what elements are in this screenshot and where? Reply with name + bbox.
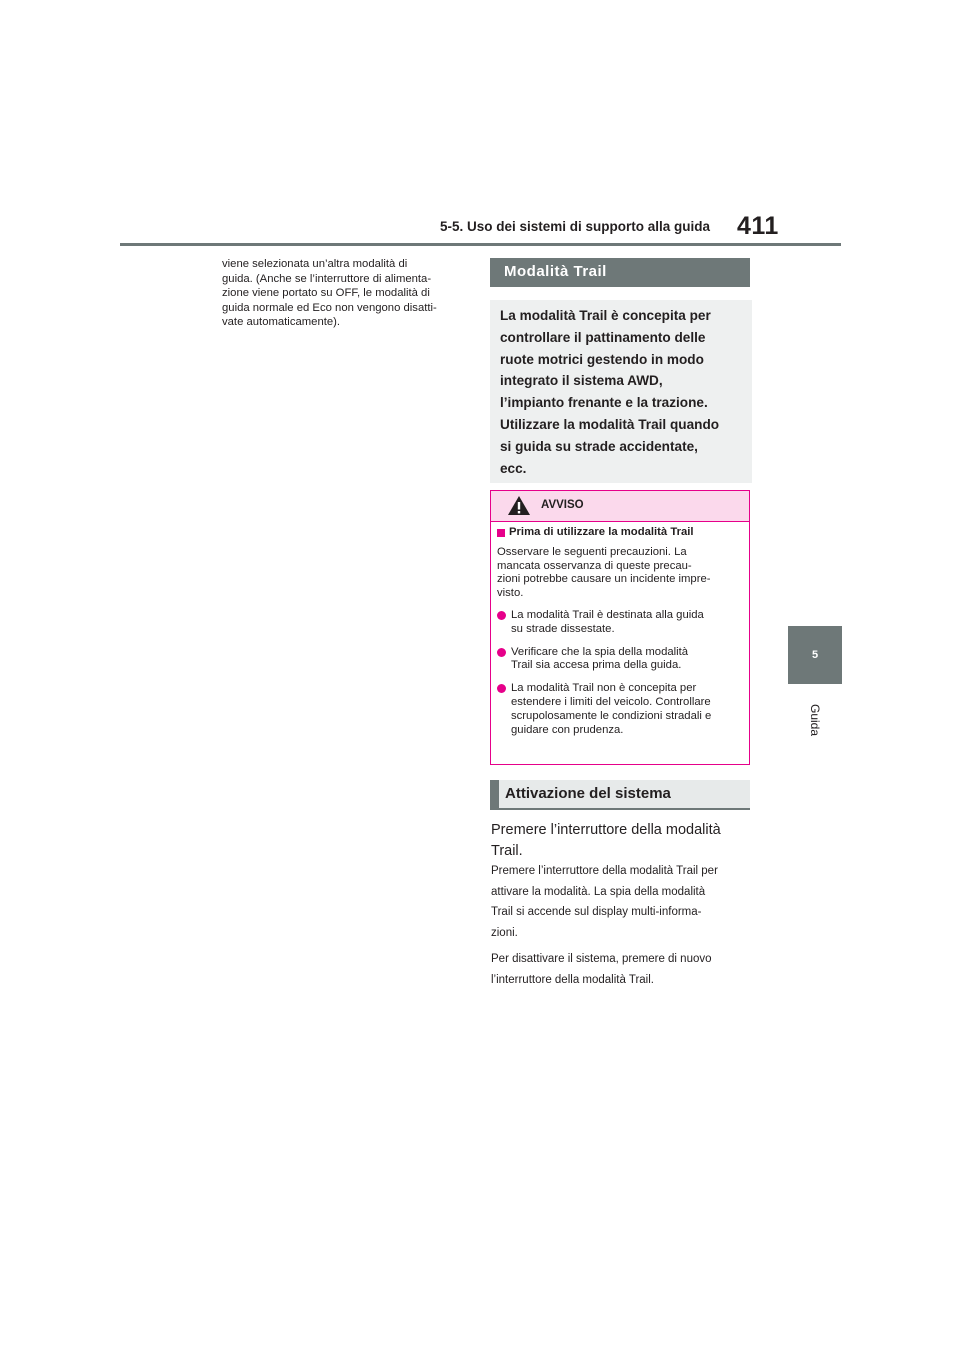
bullet-dot-icon <box>497 611 506 620</box>
chapter-label: Guida <box>808 703 822 737</box>
bullet-line: estendere i limiti del veicolo. Controllare <box>511 695 711 708</box>
activation-paragraph-2 <box>491 949 749 990</box>
warning-title: AVVISO <box>541 499 584 511</box>
intro-line: integrato il sistema AWD, <box>500 373 663 389</box>
warning-bullet <box>497 646 741 674</box>
left-line: guida normale ed Eco non vengono disatti- <box>222 301 437 314</box>
paragraph-line: l’interruttore della modalità Trail. <box>491 973 654 986</box>
paragraph-line: attivare la modalità. La spia della modalità <box>491 885 706 898</box>
left-line: zione viene portato su OFF, le modalità di <box>222 287 430 300</box>
paragraph-line: zioni. <box>491 926 518 939</box>
chapter-tab: 5 <box>788 626 842 684</box>
trail-intro-box <box>490 300 752 483</box>
warning-paragraph-line: visto. <box>497 587 524 600</box>
bullet-dot-icon <box>497 684 506 693</box>
paragraph-line: Trail si accende sul display multi-informa- <box>491 906 702 919</box>
activation-section-heading: Attivazione del sistema <box>490 780 750 810</box>
warning-paragraph-line: Osservare le seguenti precauzioni. La <box>497 545 687 558</box>
warning-paragraph-line: zioni potrebbe causare un incidente impre- <box>497 573 711 586</box>
left-column-text <box>222 257 467 330</box>
left-line: viene selezionata un’altra modalità di <box>222 258 408 270</box>
warning-triangle-icon <box>507 495 531 521</box>
intro-line: La modalità Trail è concepita per <box>500 308 711 323</box>
header-rule <box>120 243 841 246</box>
bullet-line: guidare con prudenza. <box>511 723 624 736</box>
activation-step-text <box>491 861 749 997</box>
bullet-dot-icon <box>497 648 506 657</box>
warning-paragraph <box>497 546 741 601</box>
warning-bullet <box>497 609 741 637</box>
bullet-line: La modalità Trail non è concepita per <box>511 682 697 695</box>
intro-line: si guida su strade accidentate, <box>500 438 698 454</box>
bullet-line: Verificare che la spia della modalità <box>511 645 689 658</box>
warning-body <box>491 522 749 737</box>
bullet-line: Trail sia accesa prima della guida. <box>511 659 682 672</box>
square-bullet-icon <box>497 529 505 537</box>
left-line: guida. (Anche se l’interruttore di alimenta- <box>222 272 432 285</box>
left-line: vate automaticamente). <box>222 316 341 329</box>
activation-paragraph-1 <box>491 861 749 943</box>
intro-line: ecc. <box>500 460 527 476</box>
section-title: 5-5. Uso dei sistemi di supporto alla guida <box>440 219 711 234</box>
warning-header <box>491 491 749 522</box>
step-title-line: Premere l’interruttore della modalità <box>491 822 721 838</box>
activation-step-title <box>491 820 746 861</box>
intro-line: controllare il pattinamento delle <box>500 329 706 345</box>
intro-line: ruote motrici gestendo in modo <box>500 351 704 367</box>
warning-bullet <box>497 682 741 737</box>
warning-subtitle <box>497 526 741 540</box>
warning-subtitle-text: Prima di utilizzare la modalità Trail <box>509 526 694 538</box>
bullet-line: La modalità Trail è destinata alla guida <box>511 608 704 621</box>
bullet-line: scrupolosamente le condizioni stradali e <box>511 709 712 722</box>
warning-box <box>490 490 750 765</box>
warning-paragraph-line: mancata osservanza di queste precau- <box>497 559 692 572</box>
paragraph-line: Per disattivare il sistema, premere di nuovo <box>491 953 712 966</box>
step-title-line: Trail. <box>491 842 523 859</box>
paragraph-line: Premere l’interruttore della modalità Trail per <box>491 865 718 877</box>
trail-section-heading: Modalità Trail <box>490 258 750 287</box>
page-number: 411 <box>737 212 779 240</box>
intro-line: l’impianto frenante e la trazione. <box>500 395 708 411</box>
intro-line: Utilizzare la modalità Trail quando <box>500 416 720 432</box>
bullet-line: su strade dissestate. <box>511 622 615 635</box>
